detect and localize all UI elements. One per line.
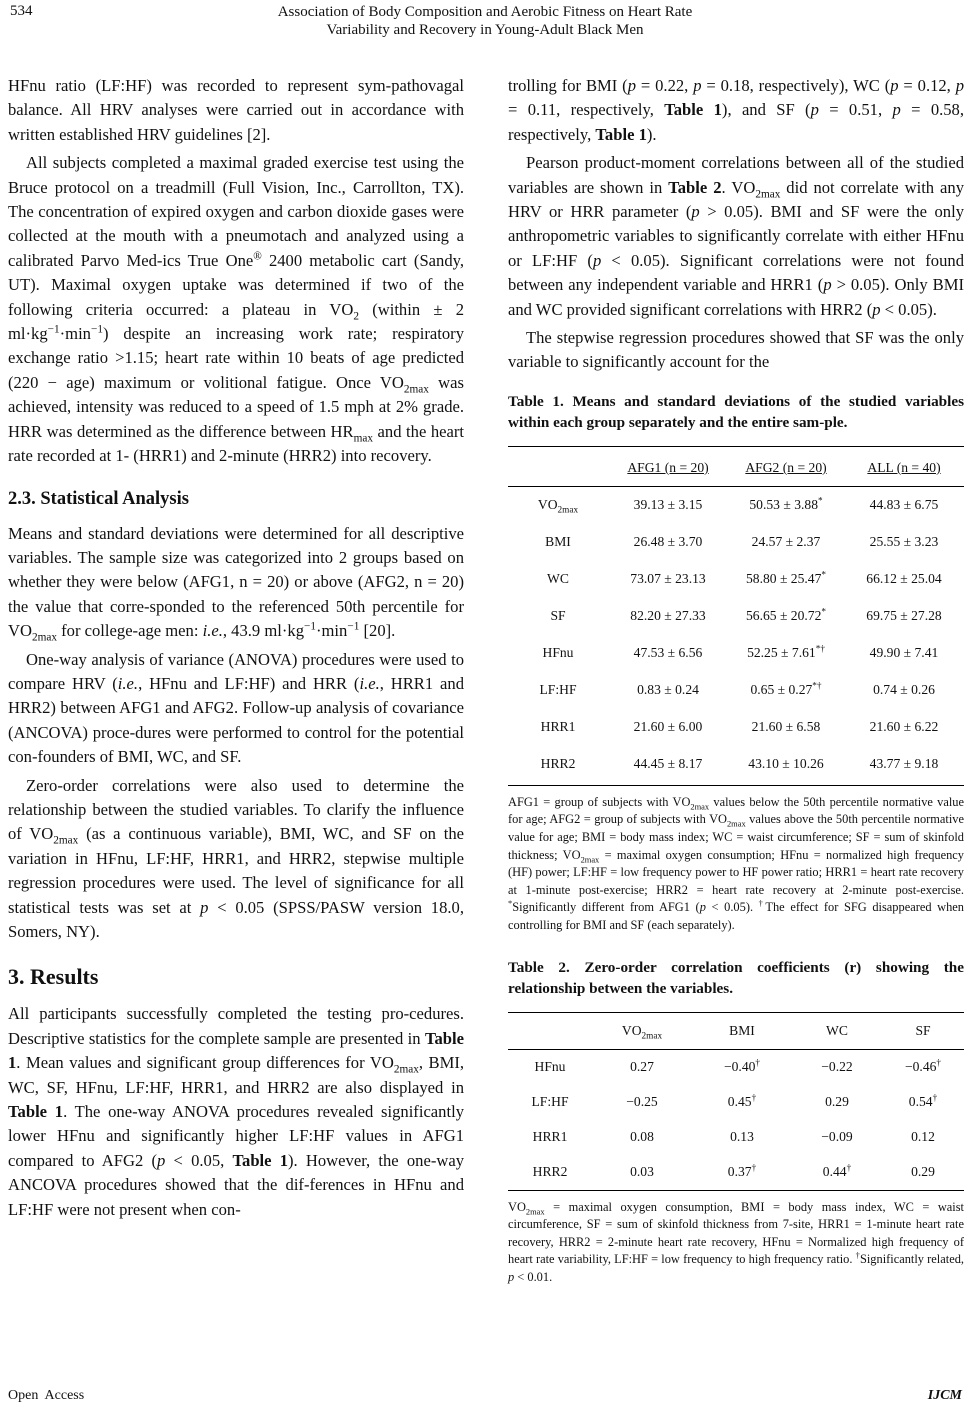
table1-block [508,391,964,935]
paragraph-stepwise: The stepwise regression procedures showed that SF was the only variable to significantly account for the [508,328,964,372]
table2-header: SF [915,1022,931,1038]
paragraph-correlations: Zero-order correlations were also used to determine the relationship between the studied variables. To clarify the influence of $VO_{2max}$ (as a continuous variable), BMI, WC, and SF on the variation in HFnu, LF:HF, HRR1, and HRR2, stepwise multiple regression procedures were used. The level of significance for all statistical tests was set at p < 0.05 (SPSS/PASW version 18.0, Somers, NY). [8,775,464,941]
page-number: 534 [10,3,33,19]
table-row: LF:HF −0.25 0.45† 0.29 0.54† [531,1092,938,1110]
table-row: HRR2 44.45 ± 8.17 43.10 ± 10.26 43.77 ± 9.18 [540,756,939,772]
table1-header-row [508,455,964,481]
running-header [0,0,970,44]
table1-header: AFG1 (n = 20) [627,459,709,475]
table2-block [508,957,964,1287]
paragraph-descriptive: Means and standard deviations were determined for all descriptive variables. The sample size was categorized into 2 groups based on whether they were below (AFG1, n = 20) or above (AFG2, n = 20) the value that corre-sponded to the referenced 50th percentile for $VO_{2max}$ for college-age men: i.e., 43.9 $ml\cdot kg^{-1}\cdot\min^{-1}$ [20]. [8,523,464,644]
table2-header-row [508,1013,964,1049]
footer-open-access: Open Access [8,1388,85,1403]
running-title-line1: Association of Body Composition and Aerobic Fitness on Heart Rate [277,4,693,20]
left-column [8,74,464,1222]
table1-header: AFG2 (n = 20) [745,459,827,475]
paragraph-results: All participants successfully completed the testing pro-cedures. Descriptive statistics for the complete sample are presented in Table 1. Mean values and significant group differences for $VO_{2max}$, BMI, WC, SF, HFnu, LF:HF, HRR1, and HRR2 are also displayed in Table 1. The one-way ANOVA procedures revealed significantly lower HFnu and significantly higher LF:HF values in AFG1 compared to AFG2 (p < 0.05, Table 1). However, the one-way ANCOVA procedures showed that the dif-ferences in HFnu and LF:HF were not present when con- [8,1004,465,1219]
paragraph-anova: One-way analysis of variance (ANOVA) procedures were used to compare HRV (i.e., HFnu and LF:HF) and HRR (i.e., HRR1 and HRR2) between AFG1 and AFG2. Follow-up analysis of covariance (ANCOVA) proce-dures were performed to control for the potential con-founders of BMI, WC, and SF. [8,649,464,767]
table-row: LF:HF 0.83 ± 0.24 0.65 ± 0.27*† 0.74 ± 0.26 [539,680,935,698]
table1 [508,455,964,481]
section-heading-statistical-analysis: 2.3. Statistical Analysis [8,488,189,509]
table2-header: $VO_{2max}$ [621,1022,663,1041]
table1-header: ALL (n = 40) [867,459,941,475]
running-title [0,3,970,39]
table-row: HRR2 0.03 0.37† 0.44† 0.29 [532,1162,935,1180]
table-row: WC 73.07 ± 23.13 58.80 ± 25.47* 66.12 ± 25.04 [547,569,942,587]
table1-footnote: AFG1 = group of subjects with $VO_{2max}$ values below the 50th percentile normative value for age; AFG2 = group of subjects with $VO_{2max}$ values above the 50th percentile normative value for age; BMI = body mass index; WC = waist circumference; SF = sum of skinfold thickness; $VO_{2max}$ = maximal oxygen consumption; HFnu = normalized high frequency (HF) power; LF:HF = low frequency power to HF power ratio; HRR1 = heart rate recovery at 1-minute post-exercise; HRR2 = heart rate recovery at 2-minute post-exercise. *Significantly different from AFG1 (p < 0.05). †The effect for SFG disappeared when controlling for BMI and SF (each separately). [508,794,965,933]
table2-footnote: $VO_{2max}$ = maximal oxygen consumption, BMI = body mass index, WC = waist circumference, SF = sum of skinfold thickness from 7-site, HRR1 = 1-minute heart rate recovery, HRR2 = 2-minute heart rate recovery, HFnu = Normalized high frequency of heart rate variability, LF:HF = low frequency to high frequency ratio. †Significantly related, p < 0.01. [508,1199,964,1284]
paragraph-ancova-continued: trolling for BMI (p = 0.22, p = 0.18, respectively), WC (p = 0.12, p = 0.11, respectively, Table 1), and SF (p = 0.51, p = 0.58, respectively, Table 1). [508,76,965,144]
table-row: HFnu 0.27 −0.40† −0.22 −0.46† [534,1057,942,1075]
table2-header: WC [826,1022,848,1038]
table-row: BMI 26.48 ± 3.70 24.57 ± 2.37 25.55 ± 3.23 [545,534,939,550]
table1-caption: Table 1. Means and standard deviations of the studied variables within each group separately and the entire sam-ple. [508,392,964,432]
paragraph-pearson: Pearson product-moment correlations between all of the studied variables are shown in Table 2. $VO_{2max}$ did not correlate with any HRV or HRR parameter (p > 0.05). BMI and SF were the only anthropometric variables to significantly correlate with either HFnu or LF:HF (p < 0.05). Significant correlations were not found between any independent variable and HRR1 (p > 0.05). Only BMI and WC provided significant correlations with HRR2 (p < 0.05). [508,153,965,319]
table1-body [508,487,964,783]
table2-body [508,1050,964,1190]
table2 [508,1013,964,1049]
table-row: SF 82.20 ± 27.33 56.65 ± 20.72* 69.75 ± 27.28 [550,606,942,624]
footer-journal-name: IJCM [927,1388,962,1403]
paragraph-exercise-test: All subjects completed a maximal graded exercise test using the Bruce protocol on a treadmill (Full Vision, Inc., Carrollton, TX). The concentration of expired oxygen and carbon dioxide gases were collected at the mouth with a pneumotach and analyzed using a calibrated Parvo Med-ics True One® 2400 metabolic cart (Sandy, UT). Maximal oxygen uptake was determined if two of the following criteria occurred: a plateau in $VO_2$ (within ± 2 $ml\cdot kg^{-1}\cdot\min^{-1}$) despite an increasing work rate; respiratory exchange ratio >1.15; heart rate within 10 beats of age predicted (220 − age) maximum or volitional fatigue. Once $VO_{2max}$ was achieved, intensity was reduced to a speed of 1.5 mph at 2% grade. HRR was determined as the difference between $HR_{max}$ and the heart rate recorded at 1- (HRR1) and 2-minute (HRR2) into recovery. [8,153,465,466]
table2-header: BMI [729,1022,755,1038]
table-row: HRR1 21.60 ± 6.00 21.60 ± 6.58 21.60 ± 6.22 [540,719,939,735]
running-title-line2: Variability and Recovery in Young-Adult Black Men [326,22,644,38]
table-row: HRR1 0.08 0.13 −0.09 0.12 [532,1129,935,1145]
paragraph-hrv-ratio: HFnu ratio (LF:HF) was recorded to represent sym-pathovagal balance. All HRV analyses were carried out in accordance with written established HRV guidelines [2]. [8,76,464,144]
right-column [508,74,964,1287]
table-row: HFnu 47.53 ± 6.56 52.25 ± 7.61*† 49.90 ± 7.41 [542,643,939,661]
table2-caption: Table 2. Zero-order correlation coefficients (r) showing the relationship between the variables. [508,958,964,998]
section-heading-results: 3. Results [8,964,99,990]
table-row: $VO_{2max}$ 39.13 ± 3.15 50.53 ± 3.88* 44.83 ± 6.75 [537,495,939,516]
